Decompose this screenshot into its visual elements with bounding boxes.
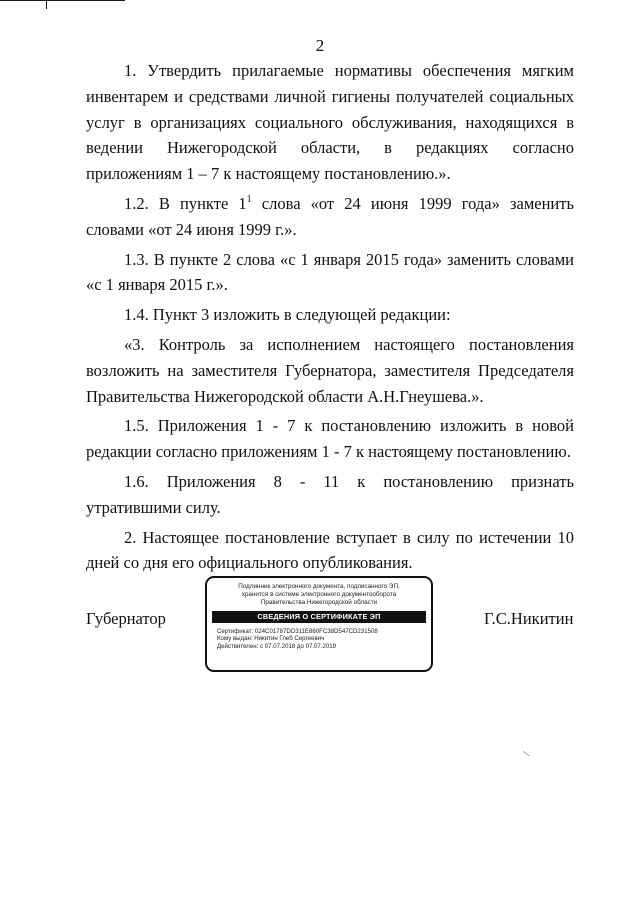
scan-corner-mark-vertical — [46, 0, 47, 9]
paragraph-1-5: 1.5. Приложения 1 - 7 к постановлению изложить в новой редакции согласно приложениям 1 - 7 к настоящему постановлению. — [86, 416, 574, 462]
paragraph-1-3: 1.3. В пункте 2 слова «с 1 января 2015 года» заменить словами «с 1 января 2015 г.». — [86, 249, 574, 295]
page-number: 2 — [315, 36, 325, 55]
certificate-number: Сертификат: 024C01787DD311E860FC38D547CD231508 — [217, 627, 378, 635]
paragraph-1-2-end: слова «от 24 июня 1999 года» заменить словами «от 24 июня 1999 г.». — [86, 193, 574, 239]
paragraph-1-2 — [86, 191, 574, 243]
certificate-owner: Кому выдан: Никитин Глеб Сергеевич — [217, 635, 325, 643]
scan-corner-mark-horizontal — [0, 0, 125, 1]
paragraph-2: 2. Настоящее постановление вступает в силу по истечении 10 дней со дня его официального опубликования. — [86, 527, 574, 573]
stamp-heading: СВЕДЕНИЯ О СЕРТИФИКАТЕ ЭП — [212, 611, 426, 623]
electronic-signature-stamp — [205, 576, 433, 672]
superscript-1: 1 — [246, 193, 252, 205]
signer-title: Губернатор — [86, 609, 166, 628]
paragraph-1-2-start: 1.2. В пункте 1 — [124, 193, 247, 213]
paragraph-1-4: 1.4. Пункт 3 изложить в следующей редакции: — [124, 305, 451, 325]
stamp-header — [207, 583, 431, 608]
paragraph-clause-3: «3. Контроль за исполнением настоящего постановления возложить на заместителя Губернатора, заместителя Председателя Правительства Нижегородской области А.Н.Гнеушева.». — [86, 334, 574, 406]
stamp-header-line: Правительства Нижегородской области — [260, 599, 378, 607]
paragraph-1: 1. Утвердить прилагаемые нормативы обеспечения мягким инвентарем и средствами личной гигиены получателей социальных услуг в организациях социального обслуживания, находящихся в ведении Нижегородской области, в редакциях согласно приложениям 1 – 7 к настоящему постановлению.». — [86, 61, 574, 184]
scan-speck: \ — [521, 748, 532, 760]
document-body — [86, 58, 574, 576]
signer-name: Г.С.Никитин — [484, 609, 574, 628]
paragraph-1-6: 1.6. Приложения 8 - 11 к постановлению признать утратившими силу. — [86, 471, 574, 517]
certificate-validity: Действителен: с 07.07.2018 до 07.07.2019 — [217, 642, 337, 650]
stamp-header-line: хранится в системе электронного документооборота — [241, 591, 397, 599]
stamp-details — [217, 628, 431, 651]
stamp-header-line: Подлинник электронного документа, подписанного ЭП, — [238, 583, 400, 590]
